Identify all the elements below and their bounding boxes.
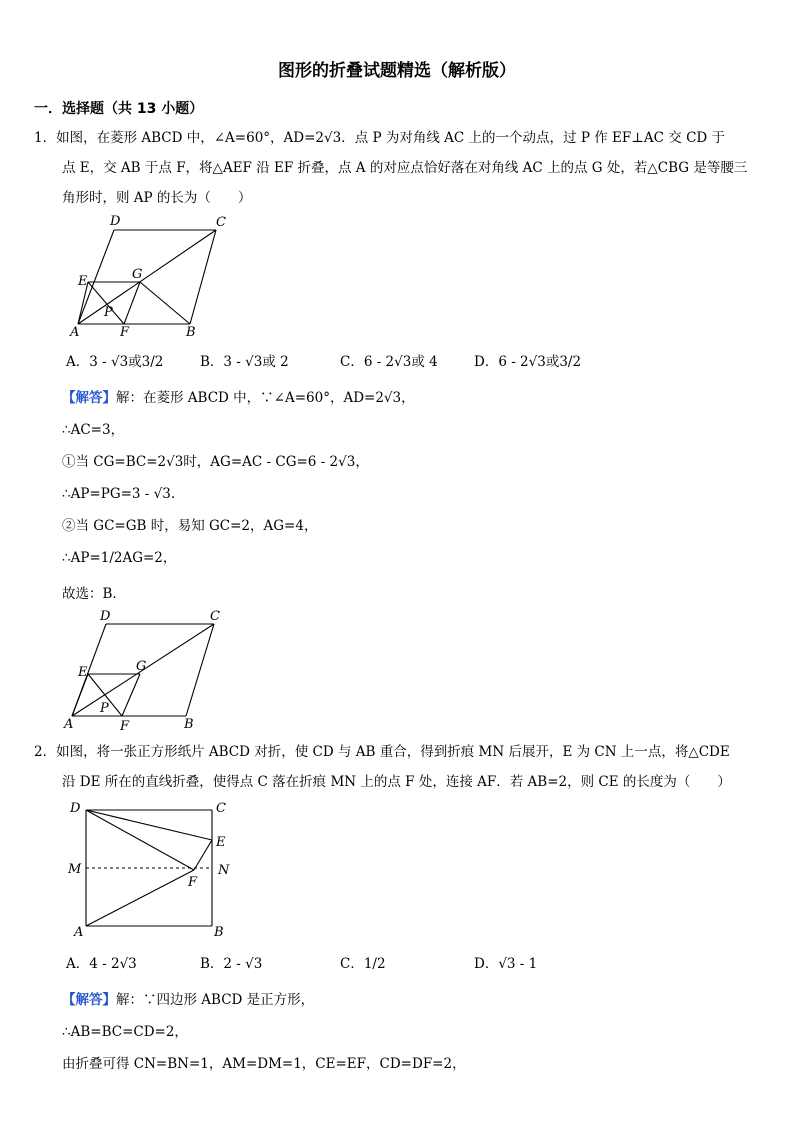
q1-label-P: P [104,305,113,320]
q2-solution-tag: 【解答】 [62,992,116,1008]
q2-stem-line-1: 2．如图，将一张正方形纸片 ABCD 对折，使 CD 与 AB 重合，得到折痕 MN 后展开，E 为 CN 上一点，将△CDE [34,744,730,760]
q2-solution-line-3: 由折叠可得 CN=BN=1，AM=DM=1，CE=EF，CD=DF=2， [62,1056,466,1072]
q1s-label-F: F [120,719,130,734]
q1-solution-tag: 【解答】 [62,390,116,406]
q2-option-b[interactable]: B．2 - √3 [200,956,263,972]
q1-options [66,350,766,374]
q2-label-A: A [74,925,84,940]
q1-solution-line-2: ∴AC=3， [62,422,125,438]
q1-label-A: A [70,325,80,340]
q1s-label-G: G [136,659,147,674]
q1-label-G: G [132,267,143,282]
q1s-label-C: C [210,609,220,624]
q2-options [66,952,766,976]
q2-option-d[interactable]: D．√3 - 1 [474,956,538,972]
q2-label-B: B [214,925,224,940]
q1-stem-line-1: 1．如图，在菱形 ABCD 中，∠A=60°，AD=2√3．点 P 为对角线 AC 上的一个动点，过 P 作 EF⊥AC 交 CD 于 [34,130,726,146]
q1-solution-line-5: ②当 GC=GB 时，易知 GC=2，AG=4， [62,518,318,534]
q1s-label-D: D [100,609,111,624]
q2-label-F: F [188,875,198,890]
q1s-label-B: B [184,717,194,732]
q1-solution-line-3: ①当 CG=BC=2√3时，AG=AC - CG=6 - 2√3， [62,454,369,470]
q1-label-B: B [186,325,196,340]
q2-solution-text-1: 解：∵四边形 ABCD 是正方形， [116,992,315,1008]
q1-label-C: C [216,215,226,230]
q1-label-E: E [78,274,88,289]
q1-figure [66,212,236,344]
q1-solution-line-6: ∴AP=1/2AG=2， [62,550,177,566]
q1s-label-A: A [64,717,74,732]
q1-stem-line-2: 点 E，交 AB 于点 F，将△AEF 沿 EF 折叠，点 A 的对应点恰好落在对角线 AC 上的点 G 处，若△CBG 是等腰三 [62,160,748,176]
q1-solution-line-1 [62,388,415,408]
page-title: 图形的折叠试题精选（解析版） [278,61,516,81]
q1-option-b[interactable]: B．3 - √3或 2 [200,354,289,370]
q2-solution-line-1 [62,990,314,1010]
section-heading: 一．选择题（共 13 小题） [34,101,204,117]
q2-option-a[interactable]: A．4 - 2√3 [66,956,137,972]
q2-stem-line-2: 沿 DE 所在的直线折叠，使得点 C 落在折痕 MN 上的点 F 处，连接 AF．若 AB=2，则 CE 的长度为（ ） [62,774,731,790]
q2-option-c[interactable]: C．1/2 [340,956,386,972]
q1-solution-line-4: ∴AP=PG=3 - √3. [62,486,176,502]
q1-option-c[interactable]: C．6 - 2√3或 4 [340,354,438,370]
q2-label-N: N [218,863,230,878]
q2-label-D: D [70,801,81,816]
q1s-label-E: E [78,665,88,680]
q2-label-E: E [216,835,226,850]
q1-label-F: F [120,325,130,340]
q1-option-d[interactable]: D．6 - 2√3或3/2 [474,354,582,370]
q1-solution-text-1: 解：在菱形 ABCD 中，∵∠A=60°，AD=2√3， [116,390,415,406]
q1-option-a[interactable]: A．3 - √3或3/2 [66,354,164,370]
q2-figure [62,796,242,942]
q1s-label-P: P [100,701,109,716]
q2-label-M: M [68,862,82,877]
q2-label-C: C [216,801,226,816]
q1-stem-line-3: 角形时，则 AP 的长为（ ） [62,190,252,206]
q1-solution-line-7: 故选：B． [62,586,126,602]
q1-label-D: D [110,214,121,229]
q1-solution-figure [60,606,230,736]
q2-solution-line-2: ∴AB=BC=CD=2， [62,1024,188,1040]
